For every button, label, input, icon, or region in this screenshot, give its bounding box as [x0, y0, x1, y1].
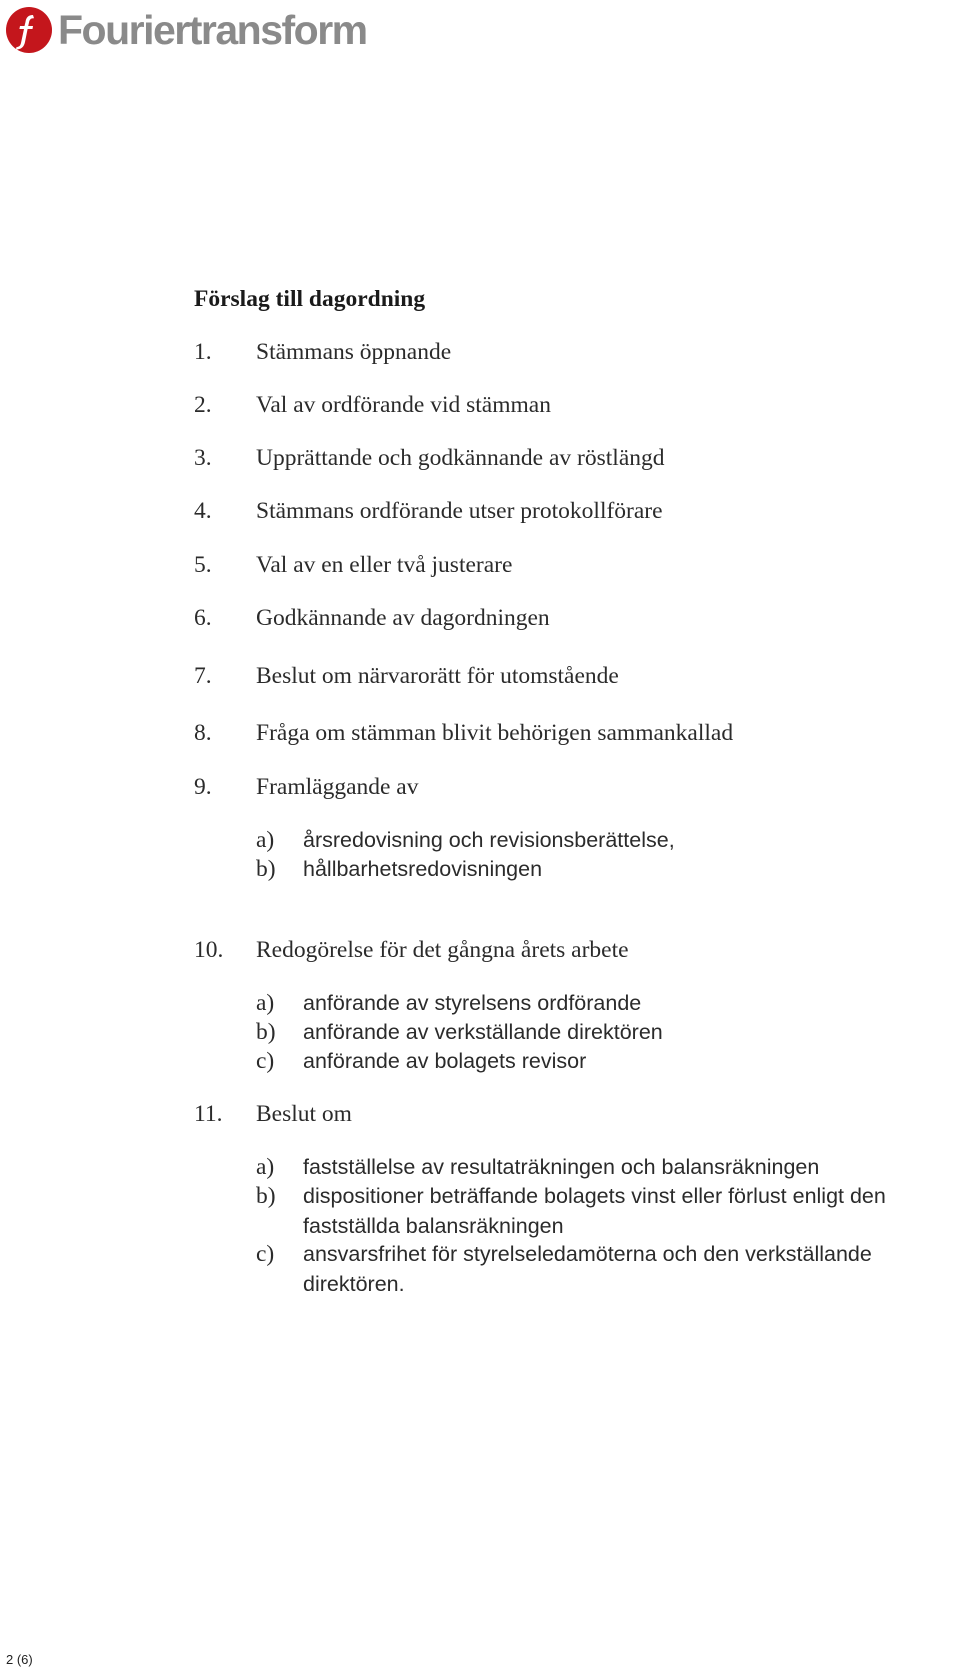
agenda-subitem-text: anförande av bolagets revisor [303, 1049, 587, 1073]
f-letter-logo-icon [6, 7, 52, 53]
agenda-item-number: 10. [194, 937, 224, 963]
agenda-item-number: 11. [194, 1101, 223, 1127]
agenda-subitem-letter: b) [256, 1183, 276, 1209]
agenda-item-number: 4. [194, 498, 212, 524]
agenda-subitem-text: årsredovisning och revisionsberättelse, [303, 828, 675, 852]
agenda-document [194, 284, 934, 1296]
agenda-item-number: 2. [194, 392, 212, 418]
agenda-subitem-text: hållbarhetsredovisningen [303, 857, 543, 881]
agenda-item-number: 8. [194, 720, 212, 746]
agenda-subitem-letter: a) [256, 827, 275, 853]
page-title: Förslag till dagordning [194, 286, 426, 312]
agenda-item-number: 5. [194, 552, 212, 578]
agenda-subitem-letter: c) [256, 1048, 275, 1074]
page-number: 2 (6) [6, 1652, 33, 1667]
agenda-subitem-letter: a) [256, 1154, 275, 1180]
agenda-subitem-text: ansvarsfrihet för styrelseledamöterna och den verkställande direktören. [303, 1242, 872, 1296]
company-logo [6, 6, 367, 54]
agenda-subitem-text: anförande av verkställande direktören [303, 1020, 663, 1044]
agenda-item-text: Beslut om [256, 1101, 352, 1127]
agenda-item-text: Upprättande och godkännande av röstlängd [256, 445, 665, 471]
agenda-item-text: Redogörelse för det gångna årets arbete [256, 937, 629, 963]
agenda-item-number: 6. [194, 605, 212, 631]
agenda-subitem-letter: b) [256, 1019, 276, 1045]
agenda-item-text: Beslut om närvarorätt för utomstående [256, 663, 619, 689]
agenda-item-text: Godkännande av dagordningen [256, 605, 550, 631]
agenda-subitem-text: fastställelse av resultaträkningen och balansräkningen [303, 1155, 820, 1179]
agenda-subitem-letter: b) [256, 856, 276, 882]
agenda-item-text: Fråga om stämman blivit behörigen sammankallad [256, 720, 734, 746]
agenda-item-text: Framläggande av [256, 774, 419, 800]
agenda-item-number: 3. [194, 445, 212, 471]
logo-wordmark: Fouriertransform [58, 7, 367, 53]
agenda-item-number: 1. [194, 339, 212, 365]
agenda-item-text: Val av ordförande vid stämman [256, 392, 551, 418]
agenda-item-text: Stämmans ordförande utser protokollförare [256, 498, 663, 524]
agenda-subitem-letter: c) [256, 1241, 275, 1267]
agenda-subitem-text: dispositioner beträffande bolagets vinst eller förlust enligt den fastställda balansräkningen [303, 1184, 886, 1238]
agenda-subitem-letter: a) [256, 990, 275, 1016]
agenda-item-text: Val av en eller två justerare [256, 552, 513, 578]
agenda-item-text: Stämmans öppnande [256, 339, 452, 365]
agenda-item-number: 9. [194, 774, 212, 800]
agenda-subitem-text: anförande av styrelsens ordförande [303, 991, 642, 1015]
agenda-item-number: 7. [194, 663, 212, 689]
